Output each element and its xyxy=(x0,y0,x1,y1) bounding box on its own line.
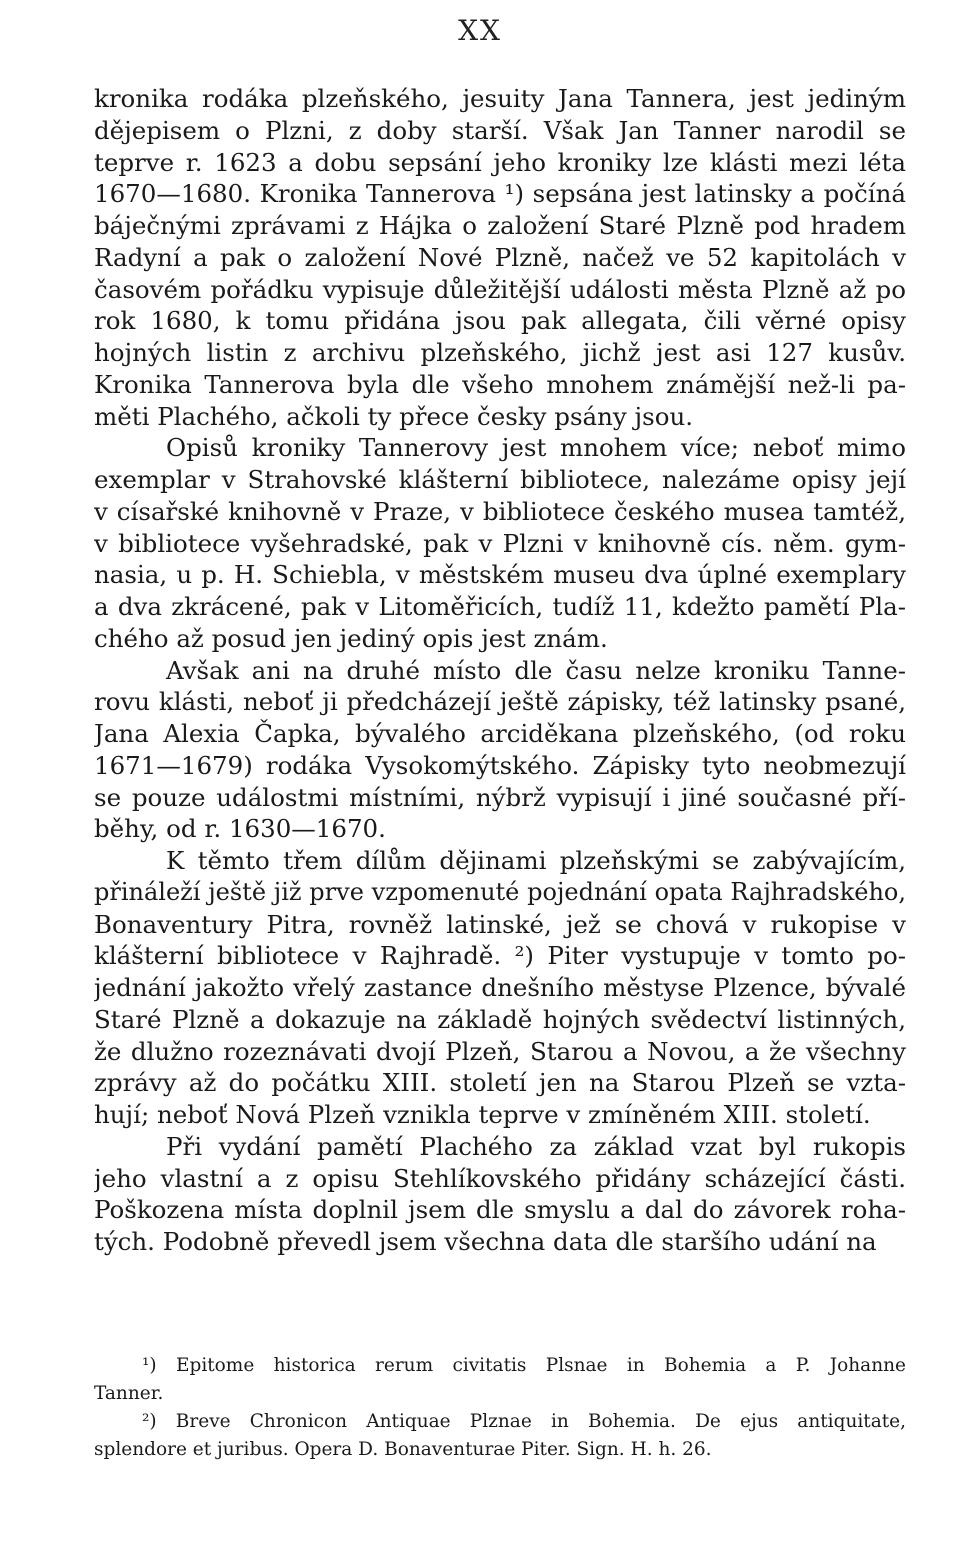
text-line: rovu klásti, neboť ji předcházejí ještě zápisky, též latinsky psané, xyxy=(94,687,906,717)
text-line: běhy, od r. 1630—1670. xyxy=(94,814,386,844)
text-line: Jana Alexia Čapka, bývalého arciděkana plzeňského, (od roku xyxy=(94,719,906,748)
text-line: jeho vlastní a z opisu Stehlíkovského přidány scházející části. xyxy=(94,1163,906,1193)
text-line: Poškozena místa doplnil jsem dle smyslu a dal do závorek roha- xyxy=(94,1195,906,1225)
paragraph xyxy=(94,655,906,846)
text-line: Radyní a pak o založení Nové Plzně, načež ve 52 kapitolách v xyxy=(94,242,906,272)
text-line: hují; neboť Nová Plzeň vznikla teprve v zmíněném XIII. století. xyxy=(94,1100,871,1129)
text-line: chého až posud jen jediný opis jest znám. xyxy=(94,623,608,653)
text-line: Při vydání pamětí Plachého za základ vzat byl rukopis xyxy=(166,1131,906,1161)
text-line: časovém pořádku vypisuje důležitější události města Plzně až po xyxy=(94,274,906,304)
footnote-line: Tanner. xyxy=(94,1383,164,1404)
text-line: klášterní bibliotece v Rajhradě. ²) Piter vystupuje v tomto po- xyxy=(94,941,906,971)
paragraph xyxy=(94,845,906,1131)
text-line: Bonaventury Pitra, rovněž latinské, jež se chová v rukopise v xyxy=(94,909,906,939)
footnote-line: ²) Breve Chronicon Antiquae Plznae in Bohemia. De ejus antiquitate, xyxy=(142,1411,906,1432)
text-line: rok 1680, k tomu přidána jsou pak allegata, čili věrné opisy xyxy=(94,306,906,336)
text-line: a dva zkrácené, pak v Litoměřicích, tudíž 11, kdežto pamětí Pla- xyxy=(94,592,906,621)
main-text xyxy=(94,83,906,1258)
text-line: 1670—1680. Kronika Tannerova ¹) sepsána jest latinsky a počíná xyxy=(94,179,906,209)
text-line: měti Plachého, ačkoli ty přece česky psány jsou. xyxy=(94,401,694,431)
text-line: se pouze událostmi místními, nýbrž vypisují i jiné současné pří- xyxy=(94,782,906,812)
footnote-line: splendore et juribus. Opera D. Bonaventurae Piter. Sign. H. h. 26. xyxy=(94,1439,712,1460)
text-line: K těmto třem dílům dějinami plzeňskými se zabývajícím, xyxy=(166,846,906,875)
text-line: kronika rodáka plzeňského, jesuity Jana Tannera, jest jediným xyxy=(94,84,906,113)
footnote xyxy=(94,1352,906,1408)
text-line: hojných listin z archivu plzeňského, jichž jest asi 127 kusův. xyxy=(94,338,906,367)
text-line: Kronika Tannerova byla dle všeho mnohem známější než-li pa- xyxy=(94,369,906,399)
text-line: jednání jakožto vřelý zastance dnešního městyse Plzence, bývalé xyxy=(94,973,906,1002)
text-line: báječnými zprávami z Hájka o založení Staré Plzně pod hradem xyxy=(94,211,906,240)
text-line: v císařské knihovně v Praze, v bibliotece českého musea tamtéž, xyxy=(94,496,906,526)
page-number: XX xyxy=(458,14,502,47)
text-line: zprávy až do počátku XIII. století jen na Starou Plzeň se vzta- xyxy=(94,1068,906,1098)
text-line: v bibliotece vyšehradské, pak v Plzni v knihovně cís. něm. gym- xyxy=(94,528,906,558)
text-line: exemplar v Strahovské klášterní bibliotece, nalezáme opisy její xyxy=(94,465,906,494)
text-line: 1671—1679) rodáka Vysokomýtského. Zápisky tyto neobmezují xyxy=(94,750,906,780)
text-line: že dlužno rozeznávati dvojí Plzeň, Starou a Novou, a že všechny xyxy=(94,1036,906,1066)
paragraph xyxy=(94,83,906,432)
text-line: Opisů kroniky Tannerovy jest mnohem více; neboť mimo xyxy=(166,433,906,463)
text-line: tých. Podobně převedl jsem všechna data dle staršího udání na xyxy=(94,1227,877,1256)
paragraph xyxy=(94,432,906,654)
paragraph xyxy=(94,1131,906,1258)
text-line: teprve r. 1623 a dobu sepsání jeho kroniky lze klásti mezi léta xyxy=(94,147,906,177)
text-line: dějepisem o Plzni, z doby starší. Však Jan Tanner narodil se xyxy=(94,115,906,145)
footnotes xyxy=(94,1352,906,1464)
footnote xyxy=(94,1408,906,1464)
text-line: přináleží ještě již prve vzpomenuté pojednání opata Rajhradského, xyxy=(94,877,906,906)
text-line: Avšak ani na druhé místo dle času nelze kroniku Tanne- xyxy=(166,655,906,685)
text-line: nasia, u p. H. Schiebla, v městském museu dva úplné exemplary xyxy=(94,560,906,590)
text-line: Staré Plzně a dokazuje na základě hojných svědectví listinných, xyxy=(94,1004,906,1034)
footnote-line: ¹) Epitome historica rerum civitatis Plsnae in Bohemia a P. Johanne xyxy=(142,1355,906,1376)
